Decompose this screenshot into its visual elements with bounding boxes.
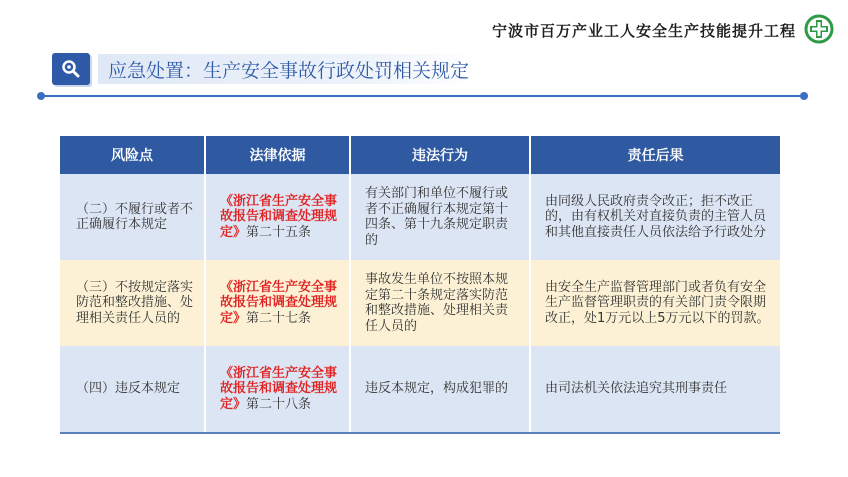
consequence-cell: 由同级人民政府责令改正；拒不改正的，由有权机关对直接负责的主管人员和其他直接责任人员依法给予行政处分 (530, 174, 780, 260)
header-law: 法律依据 (205, 136, 350, 174)
risk-cell: （四）违反本规定 (60, 346, 205, 433)
consequence-cell: 由司法机关依法追究其刑事责任 (530, 346, 780, 433)
violation-cell: 事故发生单位不按照本规定第二十条规定落实防范和整改措施、处理相关责任人员的 (350, 260, 530, 346)
law-cell (205, 174, 350, 260)
header-risk: 风险点 (60, 136, 205, 174)
risk-cell: （三）不按规定落实防范和整改措施、处理相关责任人员的 (60, 260, 205, 346)
header-violation: 违法行为 (350, 136, 530, 174)
table-row (60, 346, 780, 433)
law-article: 第二十七条 (246, 310, 312, 326)
law-name: 《浙江省生产安全事故报告和调查处理规定》 (220, 365, 338, 412)
consequence-cell: 由安全生产监督管理部门或者负有安全生产监督管理职责的有关部门责令限期改正，处1万元以上5万元以下的罚款。 (530, 260, 780, 346)
law-cell (205, 260, 350, 346)
violation-cell: 违反本规定，构成犯罪的 (350, 346, 530, 433)
table-row (60, 174, 780, 260)
table-header-row (60, 136, 780, 174)
section-title-row (52, 52, 479, 86)
header-consequence: 责任后果 (530, 136, 780, 174)
search-icon (52, 53, 90, 85)
penalty-table (60, 136, 780, 434)
law-cell (205, 346, 350, 433)
violation-cell: 有关部门和单位不履行或者不正确履行本规定第十四条、第十九条规定职责的 (350, 174, 530, 260)
law-article: 第二十五条 (246, 224, 312, 240)
table-row (60, 260, 780, 346)
page-title: 应急处置：生产安全事故行政处罚相关规定 (98, 54, 479, 84)
title-divider (40, 95, 805, 97)
brand-title: 宁波市百万产业工人安全生产技能提升工程 (491, 22, 796, 40)
cross-logo-icon (804, 14, 834, 44)
law-name: 《浙江省生产安全事故报告和调查处理规定》 (220, 279, 338, 326)
risk-cell: （二）不履行或者不正确履行本规定 (60, 174, 205, 260)
law-article: 第二十八条 (246, 396, 312, 412)
law-name: 《浙江省生产安全事故报告和调查处理规定》 (220, 193, 338, 240)
